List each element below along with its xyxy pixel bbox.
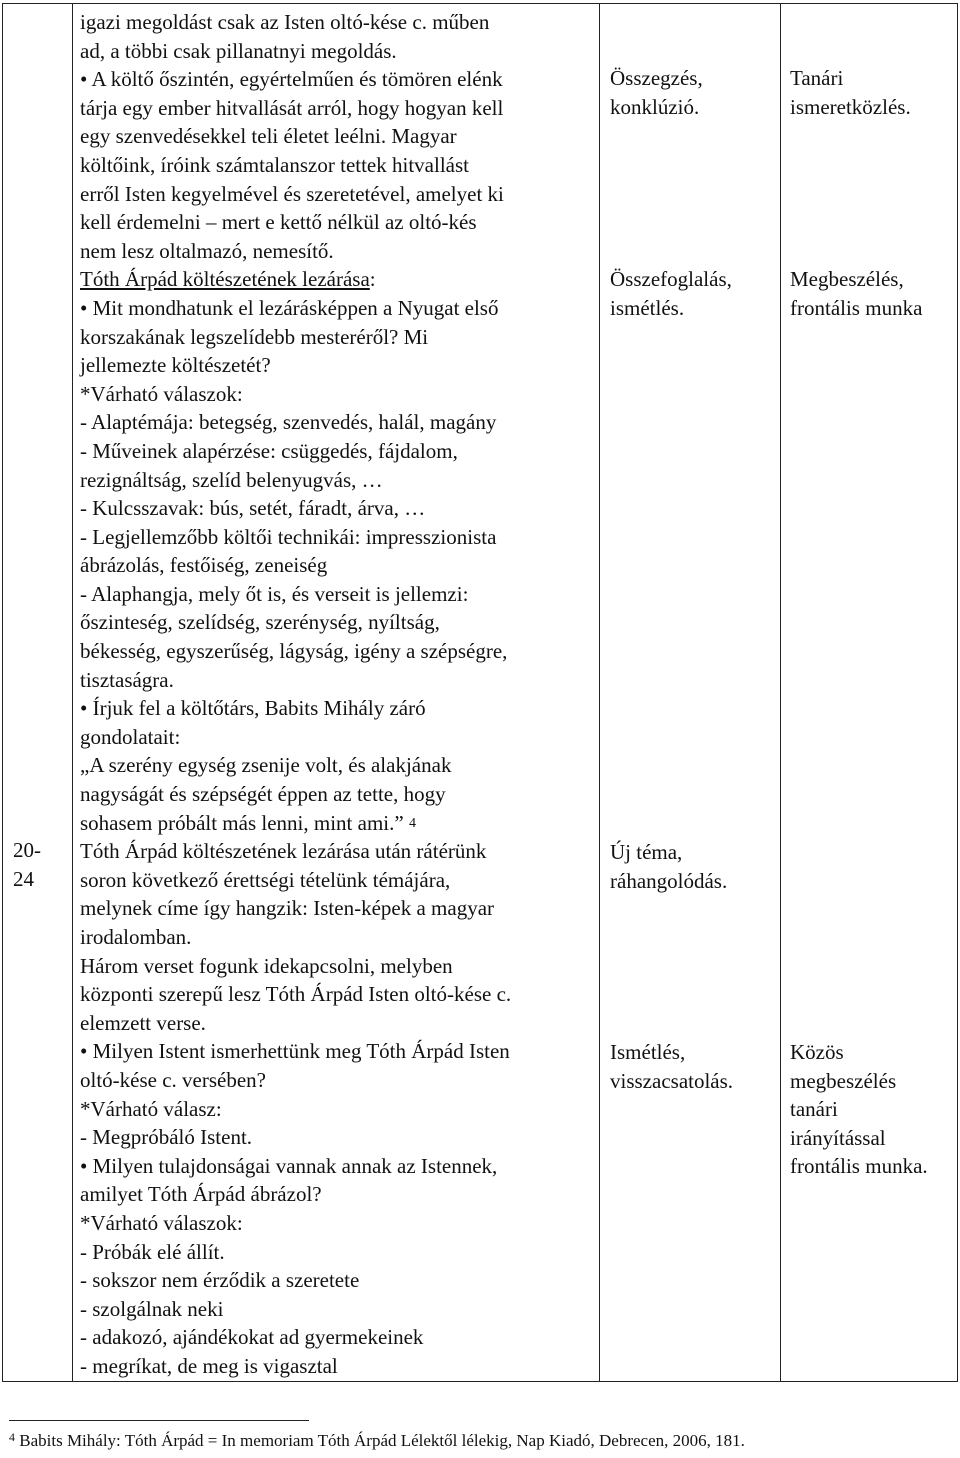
text-line: - Alaptémája: betegség, szenvedés, halál, magány [80, 410, 497, 435]
text-line: - Kulcsszavak: bús, setét, fáradt, árva, … [80, 496, 426, 521]
method-block [610, 64, 780, 121]
text-line: nem lesz oltalmazó, nemesítő. [80, 238, 334, 263]
text-line: oltó-kése c. versében? [80, 1067, 266, 1092]
text-line: • Írjuk fel a költőtárs, Babits Mihály záró [80, 696, 426, 721]
text-line: *Várható válaszok: [80, 381, 243, 406]
method-cell [600, 4, 781, 1382]
content-cell [73, 4, 600, 1382]
method-line: ráhangolódás. [610, 868, 728, 893]
text-line: tisztaságra. [80, 667, 174, 692]
text-line: Tóth Árpád költészetének lezárása után rátérünk [80, 839, 487, 864]
text-line: elemzett verse. [80, 1010, 206, 1035]
footnote-number: 4 [9, 1430, 15, 1444]
form-line: ismeretközlés. [790, 94, 911, 119]
text-line: *Várható válasz: [80, 1096, 222, 1121]
form-line: Megbeszélés, [790, 267, 904, 291]
text-line: - Megpróbáló Istent. [80, 1125, 253, 1150]
text-line: ábrázolás, festőiség, zeneiség [80, 553, 328, 578]
text-line: egy szenvedésekkel teli életet leélni. Magyar [80, 124, 457, 149]
form-line: irányítással [790, 1125, 886, 1150]
table-row [3, 4, 958, 1382]
text-line: • Milyen tulajdonságai vannak annak az Istennek, [80, 1153, 498, 1178]
text-line: • A költő őszintén, egyértelműen és tömören elénk [80, 67, 503, 92]
text-line: jellemezte költészetét? [80, 353, 271, 378]
footnote [9, 1430, 745, 1452]
text-line: erről Isten kegyelmével és szeretetével, amelyet ki [80, 181, 504, 206]
text-line: - Próbák elé állít. [80, 1239, 225, 1264]
method-line: ismétlés. [610, 295, 685, 320]
text-line: békesség, egyszerűség, lágyság, igény a szépségre, [80, 639, 508, 664]
form-line: Tanári [790, 66, 844, 90]
text-line: gondolatait: [80, 724, 181, 749]
form-block [790, 265, 957, 322]
form-line: Közös [790, 1040, 844, 1064]
form-cell [781, 4, 958, 1382]
method-block [610, 265, 780, 322]
method-block [610, 838, 780, 895]
method-line: Összefoglalás, [610, 267, 732, 291]
text-line: soron következő érettségi tételünk témájára, [80, 867, 451, 892]
text-line: - szolgálnak neki [80, 1296, 224, 1321]
form-block [790, 1038, 957, 1181]
text-line: *Várható válaszok: [80, 1210, 243, 1235]
time-cell [3, 4, 73, 1382]
quote-end: sohasem próbált más lenni, mint ami.” [80, 810, 404, 835]
text-line: irodalomban. [80, 925, 192, 949]
section-heading [80, 265, 593, 294]
text-line: tárja egy ember hitvallását arról, hogy hogyan kell [80, 95, 504, 120]
method-line: Új téma, [610, 840, 683, 864]
method-block [610, 1038, 780, 1095]
text-line: - Műveinek alapérzése: csüggedés, fájdalom, [80, 438, 458, 463]
text-line: igazi megoldást csak az Isten oltó-kése c. műben [80, 10, 490, 34]
text-line: őszinteség, szelídség, szerénység, nyíltság, [80, 610, 440, 635]
text-line: - sokszor nem érződik a szeretete [80, 1268, 360, 1293]
text-line: - megríkat, de meg is vigasztal [80, 1353, 338, 1378]
text-line: - Legjellemzőbb költői technikái: impresszionista [80, 524, 497, 549]
form-line: tanári [790, 1097, 838, 1122]
section-title: Tóth Árpád költészetének lezárása [80, 267, 370, 292]
text-line: ad, a többi csak pillanatnyi megoldás. [80, 38, 397, 63]
section-title-suffix: : [369, 267, 376, 292]
time-slot-line: 20- [13, 838, 41, 862]
footnote-text: Babits Mihály: Tóth Árpád = In memoriam Tóth Árpád Lélektől lélekig, Nap Kiadó, Debrecen, 2006, 181. [15, 1431, 745, 1450]
time-slot [13, 836, 41, 893]
quote-line: nagyságát és szépségét éppen az tette, hogy [80, 782, 446, 807]
form-line: frontális munka. [790, 1154, 928, 1179]
text-line: Három verset fogunk idekapcsolni, melyben [80, 953, 453, 978]
text-line: költőink, íróink számtalanszor tettek hitvallást [80, 152, 469, 177]
quote-line: „A szerény egység zsenije volt, és alakjának [80, 753, 452, 778]
text-line: • Mit mondhatunk el lezárásképpen a Nyugat első [80, 295, 499, 320]
text-line: - Alaphangja, mely őt is, és verseit is jellemzi: [80, 581, 469, 606]
form-line: frontális munka [790, 295, 923, 320]
footnote-reference[interactable]: 4 [408, 815, 416, 831]
time-slot-line: 24 [13, 866, 34, 891]
method-line: Ismétlés, [610, 1040, 686, 1064]
form-block [790, 64, 957, 121]
text-line: rezignáltság, szelíd belenyugvás, … [80, 467, 383, 492]
text-line: kell érdemelni – mert e kettő nélkül az oltó-kés [80, 210, 477, 235]
method-line: konklúzió. [610, 94, 700, 119]
text-line: melynek címe így hangzik: Isten-képek a magyar [80, 896, 495, 921]
lesson-plan-table [2, 3, 958, 1382]
method-line: visszacsatolás. [610, 1068, 734, 1093]
footnote-separator [9, 1420, 309, 1421]
text-line: • Milyen Istent ismerhettünk meg Tóth Árpád Isten [80, 1039, 510, 1064]
text-line: - adakozó, ajándékokat ad gyermekeinek [80, 1325, 424, 1350]
form-line: megbeszélés [790, 1068, 897, 1093]
method-line: Összegzés, [610, 66, 703, 90]
text-line: központi szerepű lesz Tóth Árpád Isten oltó-kése c. [80, 982, 512, 1007]
quote-line [80, 809, 593, 838]
text-line: amilyet Tóth Árpád ábrázol? [80, 1182, 322, 1207]
text-line: korszakának legszelídebb mesteréről? Mi [80, 324, 429, 349]
content-text [73, 4, 599, 1381]
